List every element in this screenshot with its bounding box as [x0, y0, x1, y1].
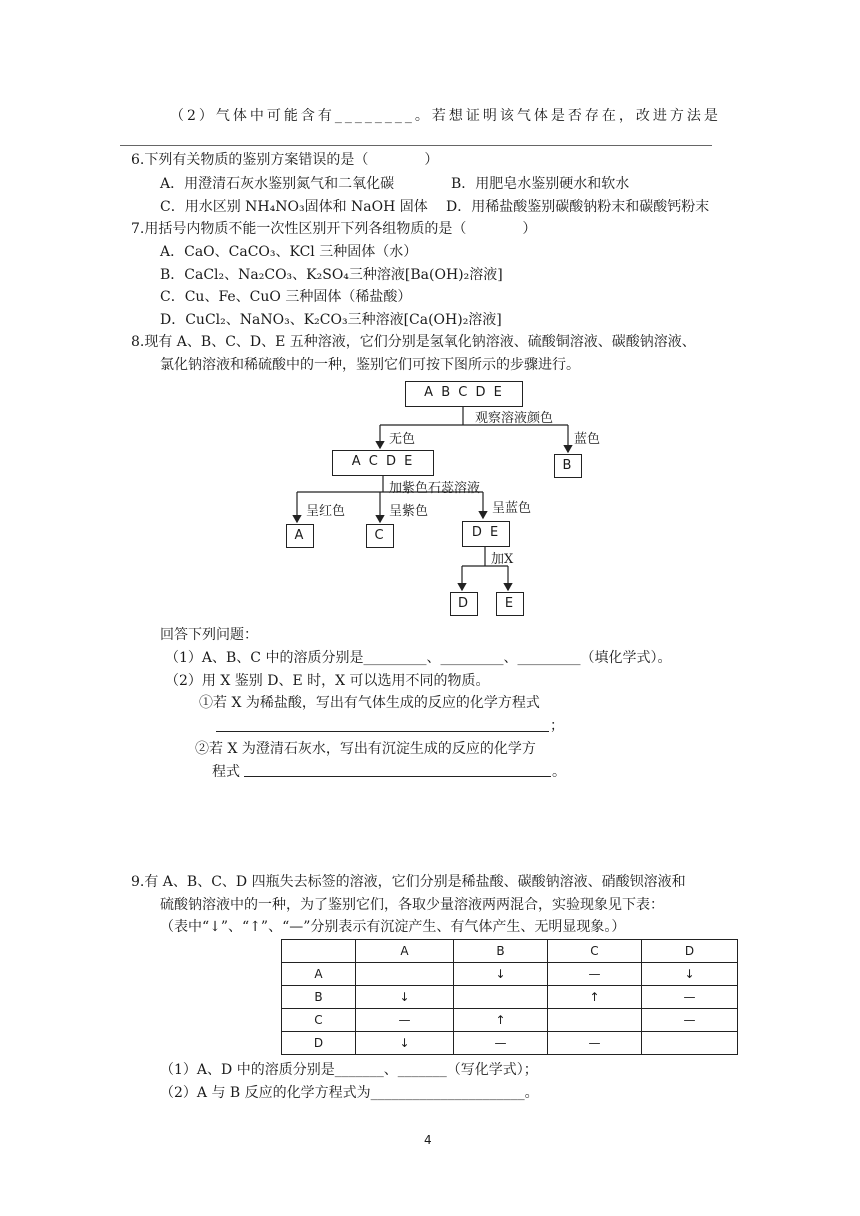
q9-stem-line3: （表中“↓”、“↑”、“—”分别表示有沉淀产生、有气体产生、无明显现象。） — [160, 919, 626, 935]
box-de: D E — [462, 521, 510, 547]
table-cell: ↓ — [356, 986, 454, 1009]
row-header: D — [282, 1032, 356, 1055]
q8-stem-line1: 8.现有 A、B、C、D、E 五种溶液，它们分别是氢氧化钠溶液、硫酸铜溶液、碳酸钠溶液、 — [131, 334, 696, 350]
mixing-results-table — [281, 939, 738, 1055]
table-cell: — — [454, 1032, 548, 1055]
answer-line — [244, 776, 551, 777]
table-header: B — [454, 940, 548, 963]
q9-subquestion-2: （2）A 与 B 反应的化学方程式为______________________。 — [160, 1085, 539, 1101]
box-e: E — [496, 592, 524, 616]
table-cell — [282, 940, 356, 963]
q8-answer-intro: 回答下列问题： — [160, 627, 258, 643]
table-cell: ↓ — [642, 963, 738, 986]
q7-option-a: A．CaO、CaCO₃、KCl 三种固体（水） — [160, 244, 418, 260]
row-header: C — [282, 1009, 356, 1032]
label-observe-color: 观察溶液颜色 — [475, 411, 554, 426]
answer-line — [216, 731, 549, 732]
table-cell — [548, 1009, 642, 1032]
q9-subquestion-1: （1）A、D 中的溶质分别是_______、_______（写化学式）； — [160, 1062, 538, 1078]
table-row — [282, 1032, 738, 1055]
label-blue: 蓝色 — [574, 432, 601, 447]
table-row — [282, 1009, 738, 1032]
table-cell — [454, 986, 548, 1009]
q9-stem-line1: 9.有 A、B、C、D 四瓶失去标签的溶液，它们分别是稀盐酸、碳酸钠溶液、硝酸钡溶液和 — [131, 874, 686, 890]
table-header-row — [282, 940, 738, 963]
box-c: C — [366, 524, 394, 548]
table-cell: ↑ — [454, 1009, 548, 1032]
q8-subquestion-2-2: ②若 X 为澄清石灰水，写出有沉淀生成的反应的化学方 — [195, 741, 536, 757]
label-turns-red: 呈红色 — [306, 504, 346, 519]
table-cell: ↓ — [454, 963, 548, 986]
period: 。 — [552, 764, 566, 780]
q7-option-d: D．CuCl₂、NaNO₃、K₂CO₃三种溶液[Ca(OH)₂溶液] — [160, 312, 502, 328]
q6-option-a: A．用澄清石灰水鉴别氮气和二氧化碳 — [160, 176, 395, 192]
label-turns-purple: 呈紫色 — [389, 504, 429, 519]
table-row — [282, 963, 738, 986]
row-header: A — [282, 963, 356, 986]
q7-option-c: C．Cu、Fe、CuO 三种固体（稀盐酸） — [160, 289, 412, 305]
table-cell: ↓ — [356, 1032, 454, 1055]
box-acde: A C D E — [332, 450, 434, 476]
label-colorless: 无色 — [389, 432, 416, 447]
table-cell: — — [642, 1009, 738, 1032]
box-a: A — [286, 524, 314, 548]
label-add-x: 加X — [491, 552, 514, 567]
q7-stem: 7.用括号内物质不能一次性区别开下列各组物质的是（ ） — [131, 221, 537, 237]
box-abcde: A B C D E — [405, 381, 523, 407]
table-cell — [356, 963, 454, 986]
table-header: C — [548, 940, 642, 963]
table-cell: — — [548, 1032, 642, 1055]
answer-line — [120, 145, 712, 146]
box-b: B — [554, 454, 582, 478]
q6-option-c: C．用水区别 NH₄NO₃固体和 NaOH 固体 — [160, 199, 428, 215]
page-number: 4 — [424, 1133, 432, 1147]
table-cell: — — [548, 963, 642, 986]
table-cell: — — [642, 986, 738, 1009]
q8-subquestion-1: （1）A、B、C 中的溶质分别是_________、_________、_________（填化学式）。 — [165, 650, 672, 666]
q8-stem-line2: 氯化钠溶液和稀硫酸中的一种，鉴别它们可按下图所示的步骤进行。 — [160, 357, 580, 373]
table-row — [282, 986, 738, 1009]
q9-stem-line2: 硫酸钠溶液中的一种，为了鉴别它们，各取少量溶液两两混合，实验现象见下表： — [160, 897, 664, 913]
q7-option-b: B．CaCl₂、Na₂CO₃、K₂SO₄三种溶液[Ba(OH)₂溶液] — [160, 267, 503, 283]
q8-subquestion-2-2-cont: 程式 — [212, 764, 240, 780]
q6-option-d: D．用稀盐酸鉴别碳酸钠粉末和碳酸钙粉末 — [446, 199, 710, 215]
q8-subquestion-2-1: ①若 X 为稀盐酸，写出有气体生成的反应的化学方程式 — [199, 695, 540, 711]
table-header: D — [642, 940, 738, 963]
label-add-litmus: 加紫色石蕊溶液 — [389, 481, 481, 496]
row-header: B — [282, 986, 356, 1009]
label-turns-blue: 呈蓝色 — [492, 501, 532, 516]
box-d: D — [450, 592, 478, 616]
table-cell — [642, 1032, 738, 1055]
q8-subquestion-2: （2）用 X 鉴别 D、E 时，X 可以选用不同的物质。 — [165, 673, 490, 689]
q5-subquestion-2: （2）气体中可能含有________。若想证明该气体是否存在，改进方法是 — [170, 108, 721, 124]
semicolon: ； — [550, 718, 564, 734]
q6-stem: 6.下列有关物质的鉴别方案错误的是（ ） — [131, 152, 439, 168]
q6-option-b: B．用肥皂水鉴别硬水和软水 — [451, 176, 630, 192]
table-header: A — [356, 940, 454, 963]
table-cell: ↑ — [548, 986, 642, 1009]
table-cell: — — [356, 1009, 454, 1032]
